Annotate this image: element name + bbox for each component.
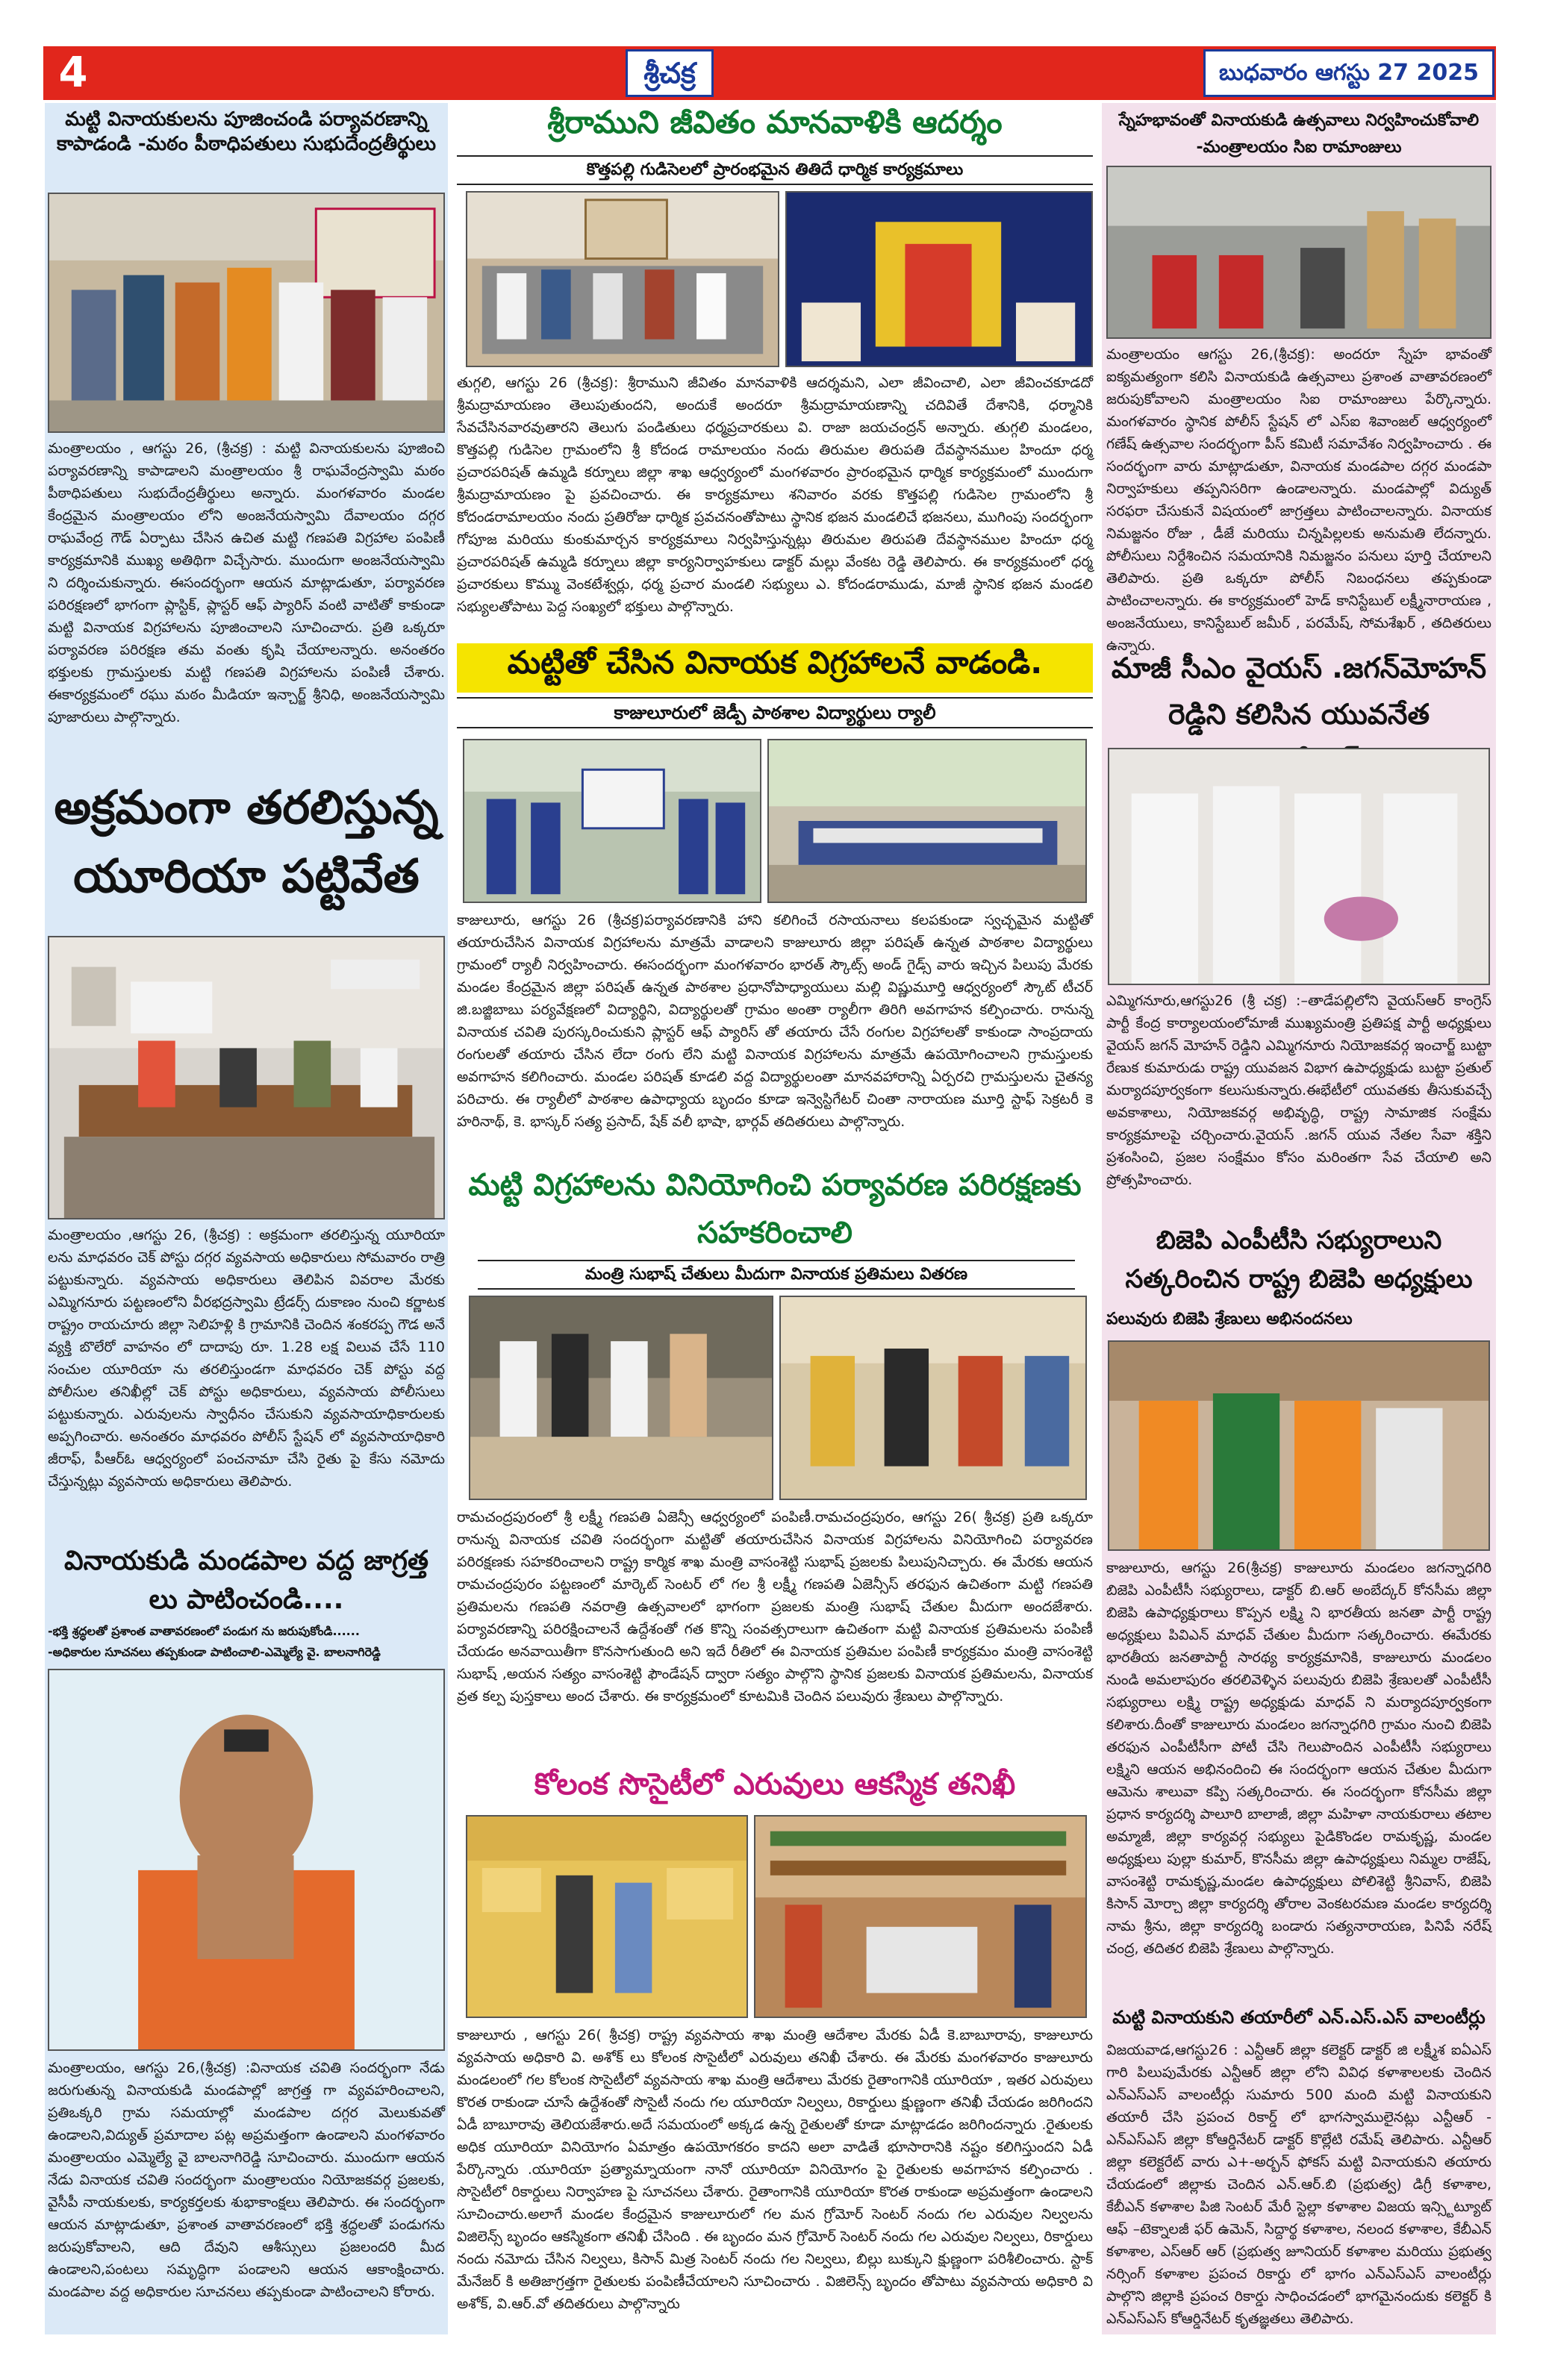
issue-date: బుధవారం ఆగస్టు 27 2025 [1203,49,1494,97]
center-story4-body: కాజులూరు , ఆగస్టు 26( శ్రీచక్ర) రాష్ట్ర వ్యవసాయ శాఖ మంత్రి ఆదేశాల మేరకు ఏడీ కె.బాబూరావు, కాజులూరు వ్యవసాయ అధికారి వి. అశోక్ లు కోలంక సొసైటీలో ఎరువులు తనిఖీ చేశారు. ఈ మేరకు మంగళవారం కాజులూరు మండలంలో గల కోలంక సొసైటీలో వ్యవసాయ శాఖ మంత్రి ఆదేశాలు మేరకు రైతాంగానికి యూరియా , ఇతర ఎరువులు కొరత రాకుండా చూసే ఉద్దేశంతో సొసైటీ నందు గల యూరియా నిల్వలు, రికార్డులు క్షుణ్ణంగా తనిఖీ చేయడం జరిగిందని ఏడీ బాబూరావు తెలియజేశారు.అదే సమయంలో అక్కడ ఉన్న రైతులతో కూడా మాట్లాడడం జరిగిందన్నారు .రైతులకు అధిక యూరియా వినియోగం ఏమాత్రం ఉపయోగకరం కాదని అలా వాడితే భూసారానికి నష్టం కలిగిస్తుందని ఏడీ పేర్కొన్నారు .యూరియా ప్రత్యామ్నాయంగా నానో యూరియా వినియోగం పై రైతులకు అవగాహన కల్పించారు . సొసైటీలో రికార్డులు నిర్వాహణ పై సూచనలు చేశారు. రైతాంగానికి యూరియా కొరత రాకుండా అప్రమత్తంగా ఉండాలని సూచించారు.అలాగే మండల కేంద్రమైన కాజులూరులో గల మన గ్రోమోర్ సెంటర్ నందు గల ఎరువుల నిల్వలను విజిలెన్స్ బృందం ఆకస్మికంగా తనిఖీ చేసింది . ఈ బృందం మన గ్రోమోర్ సెంటర్ నందు గల ఎరువుల నిల్వలు, రికార్డులు నందు నమోదు చేసిన నిల్వలు, కిసాన్ మిత్ర సెంటర్ నందు గల నిల్వలు, బిల్లు బుక్కుని క్షుణ్ణంగా పరిశీలించారు. స్టాక్ మేనేజర్ కి అతిజాగ్రత్తగా రైతులకు పంపిణీచేయాలని సూచించారు . విజిలెన్స్ బృందం తోపాటు వ్యవసాయ అధికారి వి అశోక్, వి.ఆర్.వో తదితరులు పాల్గొన్నారు [457,2027,1093,2312]
right-story2-photo [1108,748,1490,985]
left-story3-portrait [48,1669,445,2051]
left-story2-headline: అక్రమంగా తరలిస్తున్న యూరియా పట్టివేత [54,780,439,903]
right-story3-subhead: పలువురు బిజెపి శ్రేణులు అభినందనలు [1106,1310,1353,1328]
center-story1-body: తుగ్గలి, ఆగస్టు 26 (శ్రీచక్ర): శ్రీరాముని జీవితం మానవాళికి ఆదర్శమని, ఎలా జీవించాలి, ఎలా జీవించకూడదో శ్రీమద్రామాయణం తెలుపుతుందని, అందుకే అందరూ శ్రీమద్రామాయణాన్ని చదివితే దేశానికి, ధర్మానికి సేవచేసినవారవుతారని తెలుగు పండితులు ధర్మప్రచారకులు వి. రాజా జయచంద్రన్ అన్నారు. తుగ్గలి మండలం, కొత్తపల్లి గుడిసెల గ్రామంలోని శ్రీ కోదండ రామాలయం నందు తిరుమల తిరుపతి దేవస్థానముల హిందూ ధర్మ ప్రచారపరిషత్ ఉమ్మడి కర్నూలు జిల్లా శాఖ ఆధ్వర్యంలో మంగళవారం ప్రారంభమైన ధార్మిక కార్యక్రమంలో ముందుగా శ్రీమద్రామాయణం పై ప్రవచించారు. ఈ కార్యక్రమాలు శనివారం వరకు కొత్తపల్లి గుడిసెల గ్రామంలోని శ్రీ కోదండరామాలయం నందు ప్రతిరోజు ధార్మిక ప్రవచనంతోపాటు స్థానిక భజన మండలిచే భజనలు, ముగింపు సందర్భంగా గోపూజ మరియు కుంకుమార్చన కార్యక్రమాలు నిర్వహిస్తున్నట్లు తిరుమల తిరుపతి దేవస్థానముల హిందూ ధర్మ ప్రచారపరిషత్ ఉమ్మడి కర్నూలు జిల్లా కార్యనిర్వాహకులు డాక్టర్ మల్లు వేంకట రెడ్డి తెలిపారు. ఈ కార్యక్రమంలో ధర్మ ప్రచారకులు కొమ్ము వెంకటేశ్వర్లు, ధర్మ ప్రచార మండలి సభ్యులు ఎ. కోదండరాముడు, మాజీ స్థానిక భజన మండలి సభ్యులతోపాటు పెద్ద సంఖ్యలో భక్తులు పాల్గొన్నారు. [457,375,1093,615]
center-story3-photo-1 [469,1296,773,1500]
right-story2-body: ఎమ్మిగనూరు,ఆగస్టు26 (శ్రీ చక్ర) :–తాడేపల్లిలోని వైయస్ఆర్ కాంగ్రెస్ పార్టీ కేంద్ర కార్యాలయంలోమాజీ ముఖ్యమంత్రి ప్రతిపక్ష పార్టీ అధ్యక్షులు వైయస్ జగన్ మోహన్ రెడ్డిని ఎమ్మిగనూరు నియోజకవర్గ ఇంచార్జ్ బుట్టా రేణుక కుమారుడు రాష్ట్ర యువజన విభాగ ఉపాధ్యక్షుడు బుట్టా ప్రతుల్ మర్యాదపూర్వకంగా కలుసుకున్నారు.ఈభేటీలో యువతకు తీసుకువచ్చే అవకాశాలు, నియోజకవర్గ అభివృద్ధి, రాష్ట్ర సామాజిక సంక్షేమ కార్యక్రమాలపై చర్చించారు.వైయస్ .జగన్ యువ నేతల సేవా శక్తిని ప్రశంసించి, ప్రజల సంక్షేమం కోసం మరింతగా సేవ చేయాలి అని ప్రోత్సహించారు. [1106,993,1491,1188]
newspaper-logo: శ్రీచక్ర [626,49,714,97]
right-story3-body: కాజులూరు, ఆగస్టు 26(శ్రీచక్ర) కాజులూరు మండలం జగన్నాధగిరి బిజెపి ఎంపీటీసీ సభ్యురాలు, డాక్టర్ బి.ఆర్ అంబేద్కర్ కోనసీమ జిల్లా బిజెపి ఉపాధ్యక్షురాలు కొప్పన లక్ష్మి ని భారతీయ జనతా పార్టీ రాష్ట్ర అధ్యక్షులు పివిఎన్ మాధవ్ చేతుల మీదుగా సత్కరించారు. ఈమేరకు భారతీయ జనతాపార్టీ సారథ్య కార్యక్రమానికి, కాజులూరు మండలం నుండి అమలాపురం తరలివెళ్ళిన పలువురు బిజెపి శ్రేణులతో ఎంపీటీసీ సభ్యురాలు లక్ష్మి రాష్ట్ర అధ్యక్షుడు మాధవ్ ని మర్యాదపూర్వకంగా కలిశారు.దీంతో కాజులూరు మండలం జగన్నాధగిరి గ్రామం నుంచి బిజెపి తరఫున ఎంపీటీసీగా పోటీ చేసి గెలుపొందిన ఎంపీటీసీ సభ్యురాలు లక్ష్మిని ఆయన అభినందించి ఈ సందర్భంగా ఆయన చేతుల మీదుగా ఆమెను శాలువా కప్పి సత్కరించారు. ఈ సందర్భంగా కోనసీమ జిల్లా ప్రధాన కార్యదర్శి పాలూరి బాలాజీ, జిల్లా మహిళా నాయకురాలు తటాల అమ్మాజీ, జిల్లా కార్యవర్గ సభ్యులు పైడికొండల రామకృష్ణ, మండల అధ్యక్షులు పుల్లా కుమార్, కొనసీమ జిల్లా ఉపాధ్యక్షులు నిమ్మల రాజేష్, వాసంశెట్టి రామకృష్ణ,మండల ఉపాధ్యక్షులు పోలిశెట్టి శ్రీనివాస్, బిజెపి కిసాన్ మోర్చా జిల్లా కార్యదర్శి తోరాల వెంకటరమణ మండల కార్యదర్శి నామ శ్రీను, జిల్లా కార్యదర్శి బండారు సత్యనారాయణ, పినిపే నరేష్ చంద్ర, తదితర బిజెపి శ్రేణులు పాల్గొన్నారు. [1106,1560,1491,1957]
right-story1-photo [1106,166,1491,339]
right-story1-body: మంత్రాలయం ఆగస్టు 26,(శ్రీచక్ర): అందరూ స్నేహ భావంతో ఐక్యమత్యంగా కలిసి వినాయకుడి ఉత్సవాలు ప్రశాంత వాతావరణంలో జరుపుకోవాలని మంత్రాలయం సిఐ రామాంజులు పేర్కొన్నారు. మంగళవారం స్థానిక పోలీస్ స్టేషన్ లో ఎస్ఐ శివాంజల్ ఆధ్వర్యంలో గణేష్ ఉత్సవాల సందర్భంగా పీస్ కమిటీ సమావేశం నిర్వహించారు . ఈ సందర్భంగా వారు మాట్లాడుతూ, వినాయక మండపాల దగ్గర మండపా నిర్వాహకులు తప్పనిసరిగా ఉండాలన్నారు. మండపాల్లో విద్యుత్ సరఫరా చేసుకునే విషయంలో జాగ్రత్తలు పాటించాలన్నారు. వినాయక నిమజ్జనం రోజు , డీజే మరియు చిన్నపిల్లలకు అనుమతి లేదన్నారు. పోలీసులు నిర్దేశించిన సమయానికి నిమజ్జనం పనులు పూర్తి చేయాలని తెలిపారు. ప్రతి ఒక్కరూ పోలీస్ నిబంధనలు తప్పకుండా పాటించాలన్నారు. ఈ కార్యక్రమంలో హెడ్ కానిస్టేబుల్ లక్ష్మీనారాయణ , అంజనేయులు, కానిస్టేబుల్ జమీర్ , పరమేష్, సోమశేఖర్ , తదితరులు ఉన్నారు. [1106,346,1491,654]
center-story2-headline: మట్టితో చేసిన వినాయక విగ్రహాలనే వాడండి. [457,643,1093,693]
right-story4-headline: మట్టి వినాయకుని తయారీలో ఎన్.ఎస్.ఎస్ వాలంటీర్లు [1112,2007,1486,2028]
left-story1-headline: మట్టి వినాయకులను పూజించండి పర్యావరణాన్ని కాపాడండి -మఠం పీఠాధిపతులు సుభుదేంద్రతీర్థులు [56,108,437,155]
center-story2-subhead: కాజులూరులో జెడ్పీ పాఠశాల విద్యార్థులు ర్యాలీ [457,697,1093,728]
right-story3-photo [1108,1340,1490,1551]
left-story3-body: మంత్రాలయం, ఆగస్టు 26,(శ్రీచక్ర) :వినాయక చవితి సందర్భంగా నేడు జరుగుతున్న వినాయకుడి మండపాల్లో జాగ్రత్త గా వ్యవహరించాలని, ప్రతిఒక్కరి గ్రామ సమయాల్లో మండపాల దగ్గర మెలుకువతో ఉండాలని,విద్యుత్ ప్రమాదాల పట్ల అప్రమత్తంగా ఉండాలని మంగళవారం మంత్రాలయం ఎమ్మెల్యే వై బాలనాగిరెడ్డి సూచించారు. ముందుగా ఆయన నేడు వినాయక చవితి సందర్భంగా మంత్రాలయం నియోజకవర్గ ప్రజలకు, వైసీపీ నాయకులకు, కార్యకర్తలకు శుభాకాంక్షలు తెలిపారు. ఈ సందర్భంగా ఆయన మాట్లాడుతూ, ప్రశాంత వాతావరణంలో భక్తి శ్రద్ధలతో పండుగను జరుపుకోవాలని, ఆది దేవుని ఆశీస్సులు ప్రజలందరి మీద ఉండాలని,పంటలు సమృద్ధిగా పండాలని ఆయన ఆకాంక్షించారు. మండపాల వద్ద అధికారుల సూచనలు తప్పకుండా పాటించాలని కోరారు. [48,2060,445,2300]
right-story3-headline: బిజెపి ఎంపీటీసి సభ్యురాలుని సత్కరించిన రాష్ట్ర బిజెపి అధ్యక్షులు [1125,1225,1473,1294]
left-story3-subline-1: -భక్తి శ్రద్ధలతో ప్రశాంత వాతావరణంలో పండుగ ను జరుపుకోండి...... [48,1624,360,1638]
left-story2-photo [48,936,445,1219]
right-story4-body: విజయవాడ,ఆగస్టు26 : ఎన్టీఆర్ జిల్లా కలెక్టర్ డాక్టర్ జి లక్ష్మీశ ఐఏఎస్ గారి పిలుపుమేరకు ఎన్టీఆర్ జిల్లా లోని వివిధ కళాశాలలకు చెందిన ఎన్ఎస్ఎస్ వాలంటీర్లు సుమారు 500 మంది మట్టి వినాయకుని తయారీ చేసి ప్రపంచ రికార్డ్ లో భాగస్వాములైనట్లు ఎన్టీఆర్ - ఎన్ఎస్ఎస్ జిల్లా కోఆర్డినేటర్ డాక్టర్ కొల్లేటి రమేష్ తెలిపారు. ఎన్టీఆర్ జిల్లా కలెక్టరేట్ వారు ఎ+-అర్బన్ ఫోకస్ మట్టి వినాయకుని తయారు చేయడంలో జిల్లాకు చెందిన ఎన్.ఆర్.బి (ప్రభుత్వ) డిగ్రీ కళాశాల, కేబీఎన్ కళాశాల పిజి సెంటర్ మేరీ స్టెల్లా కళాశాల విజయ ఇన్స్టిట్యూట్ ఆఫ్ –టెక్నాలజీ ఫర్ ఉమెన్, సిద్దార్థ కళాశాల, నలంద కళాశాల, కేబీఎన్ కళాశాల, ఎస్ఆర్ ఆర్ (ప్రభుత్వ జూనియర్ కళాశాల మరియు ప్రభుత్వ నర్సింగ్ కళాశాల ప్రపంచ రికార్డు లో భాగం ఎన్ఎస్ఎస్ వాలంటీర్లు పాల్గొని జిల్లాకి ప్రపంచ రికార్డు సాధించడంలో భాగమైనందుకు కలెక్టర్ కి ఎన్ఎస్ఎస్ కోఆర్డినేటర్ కృతజ్ఞతలు తెలిపారు. [1106,2042,1491,2327]
center-story2-photo-2 [767,739,1087,903]
left-story3-subline-2: -అధికారుల సూచనలు తప్పకుండా పాటించాలి-ఎమ్మెల్యే వై. బాలనాగిరెడ్డి [48,1645,381,1659]
left-story1-body: మంత్రాలయం , ఆగస్టు 26, (శ్రీచక్ర) : మట్టి వినాయకులను పూజించి పర్యావరణాన్ని కాపాడాలని మంత్రాలయం శ్రీ రాఘవేంద్రస్వామి మఠం పీఠాధిపతులు సుభుదేంద్రతీర్థులు అన్నారు. మంగళవారం మండల కేంద్రమైన మంత్రాలయం లోని అంజనేయస్వామి దేవాలయం దగ్గర రాఘవేంద్ర గౌడ్ ఏర్పాటు చేసిన ఉచిత మట్టి గణపతి విగ్రహాల పంపిణీ కార్యక్రమానికి ముఖ్య అతిథిగా విచ్చేసారు. ముందుగా అంజనేయస్వామి ని దర్శించుకున్నారు. ఈసందర్భంగా ఆయన మాట్లాడుతూ, పర్యావరణ పరిరక్షణలో భాగంగా ప్లాస్టిక్, ప్లాస్టర్ ఆఫ్ ప్యారిస్ వంటి వాటితో కాకుండా మట్టి వినాయక విగ్రహాలను పూజించాలని సూచించారు. ప్రతి ఒక్కరూ పర్యావరణ పరిరక్షణ తమ వంతు కృషి చేయాలన్నారు. అనంతరం భక్తులకు గ్రామస్తులకు మట్టి గణపతి విగ్రహాలను పంపిణీ చేశారు. ఈకార్యక్రమంలో రఘు మఠం మీడియా ఇన్చార్జ్ శ్రీనిధి, అంజనేయస్వామి పూజారులు పాల్గొన్నారు. [48,440,445,725]
center-story2-body: కాజులూరు, ఆగస్టు 26 (శ్రీచక్ర)పర్యావరణానికి హాని కలిగించే రసాయనాలు కలపకుండా స్వచ్ఛమైన మట్టితో తయారుచేసిన వినాయక విగ్రహాలను మాత్రమే వాడాలని కాజులూరు జిల్లా పరిషత్ ఉన్నత పాఠశాల విద్యార్థులు గ్రామంలో ర్యాలీ నిర్వహించారు. ఈసందర్భంగా మంగళవారం భారత్ స్కౌట్స్ అండ్ గైడ్స్ వారు ఇచ్చిన పిలుపు మేరకు మండల కేంద్రమైన జిల్లా పరిషత్ ఉన్నత పాఠశాల ప్రధానోపాధ్యాయులు మల్లి విష్ణుమూర్తి ఆధ్వర్యంలో స్కౌట్ టీచర్ జి.బజ్జిబాబు పర్యవేక్షణలో విద్యార్థిని, విద్యార్థులతో గ్రామం అంతా ర్యాలీగా తిరిగి అవగాహన కల్పించారు. రానున్న వినాయక చవితి పురస్కరించుకుని ప్లాస్టర్ ఆఫ్ ప్యారిస్ తో తయారు చేసే రంగుల విగ్రహాలతో కాకుండా సాంప్రదాయ రంగులతో తయారు చేసిన లేదా రంగు లేని మట్టి వినాయక విగ్రహాలను మాత్రమే ఉపయోగించాలని గ్రామస్తులకు అవగాహన కలిగించారు. మండల పరిషత్ కూడలి వద్ద విద్యార్థులంతా మానవహారాన్ని ఏర్పరచి గ్రామస్తులను చైతన్య పరిచారు. ఈ ర్యాలీలో పాఠశాల ఉపాధ్యాయ బృందం కూడా ఇన్వెస్టిగేటర్ చింతా నారాయణ మూర్తి స్టాఫ్ సెక్రటరీ కె హరినాథ్, కె. భాస్కర్ సత్య ప్రసాద్, షేక్ వలీ భాషా, భార్గవ్ తదితరులు పాల్గొన్నారు. [457,912,1093,1130]
center-story3-headline: మట్టి విగ్రహాలను వినియోగించి పర్యావరణ పరిరక్షణకు సహకరించాలి [468,1168,1082,1250]
left-story1-photo [48,193,445,433]
center-story3-subhead: మంత్రి సుభాష్ చేతులు మీదుగా వినాయక ప్రతిమలు వితరణ [478,1260,1075,1290]
center-story2-photo-1 [463,739,761,903]
center-story3-body: రామచంద్రపురంలో శ్రీ లక్ష్మీ గణపతి ఏజెన్సీ ఆధ్వర్యంలో పంపిణీ.రామచంద్రపురం, ఆగస్టు 26( శ్రీచక్ర) ప్రతి ఒక్కరూ రానున్న వినాయక చవితి సందర్భంగా మట్టితో తయారుచేసిన వినాయక విగ్రహాలను వినియోగించి పర్యావరణ పరిరక్షణకు సహకరించాలని రాష్ట్ర కార్మిక శాఖ మంత్రి వాసంశెట్టి సుభాష్ ప్రజలకు పిలుపునిచ్చారు. ఈ మేరకు ఆయన రామచంద్రపురం పట్టణంలో మార్కెట్ సెంటర్ లో గల శ్రీ లక్ష్మీ గణపతి ఏజెన్సీస్ తరఫున ఉచితంగా మట్టి గణపతి ప్రతిమలను గణపతి నవరాత్రి ఉత్సవాలలో భాగంగా ప్రజలకు మంత్రి సుభాష్ చేతుల మీదుగా అందజేశారు. పర్యావరణాన్ని పరిరక్షించాలనే ఉద్దేశంతో గత కొన్ని సంవత్సరాలుగా ఉచితంగా మట్టి వినాయక ప్రతిమలను పంపిణీ చేయడం అనవాయితీగా కొనసాగుతుంది అని ఇదే రీతిలో ఈ వినాయక ప్రతిమల పంపిణీ కార్యక్రమం మంత్రి వాసంశెట్టి సుభాష్ ,అయన సత్యం వాసంశెట్టి ఫౌండేషన్ ద్వారా సత్యం పాల్గొని స్థానిక ప్రజలకు వినాయక ప్రతిమలను, వినాయక వ్రత కల్ప పుస్తకాలు అంద చేశారు. ఈ కార్యక్రమంలో కూటమికి చెందిన పలువురు శ్రేణులు పాల్గొన్నారు. [457,1509,1093,1705]
center-story1-photo-1 [466,191,779,367]
center-story4-photo-1 [466,1815,748,2018]
center-story4-headline: కోలంక సొసైటీలో ఎరువులు ఆకస్మిక తనిఖీ [534,1767,1016,1802]
right-story1-headline: స్నేహభావంతో వినాయకుడి ఉత్సవాలు నిర్వహించుకోవాలి -మంత్రాలయం సిఐ రామాంజులు [1118,111,1480,157]
left-story3-headline: వినాయకుడి మండపాల వద్ద జాగ్రత్త లు పాటించండి.... [63,1546,429,1615]
center-story1-photo-2 [785,191,1093,367]
right-story2-headline: మాజీ సీఎం వైయస్ .జగన్‌మోహన్ రెడ్డిని కలిసిన యువనేత [1111,652,1487,731]
page-number: 4 [46,46,100,100]
center-story4-photo-2 [754,1815,1087,2018]
center-story1-headline: శ్రీరాముని జీవితం మానవాళికి ఆదర్శం [547,104,1003,140]
center-story3-photo-2 [779,1296,1087,1500]
left-story2-body: మంత్రాలయం ,ఆగస్టు 26, (శ్రీచక్ర) : అక్రమంగా తరలిస్తున్న యూరియా లను మాధవరం చెక్ పోస్టు దగ్గర వ్యవసాయ అధికారులు సోమవారం రాత్రి పట్టుకున్నారు. వ్యవసాయ అధికారులు తెలిపిన వివరాల మేరకు ఎమ్మిగనూరు పట్టణంలోని వీరభద్రస్వామి ట్రేడర్స్ దుకాణం నుంచి కర్ణాటక రాష్ట్రం రాయచూరు జిల్లా సెలిహళ్లి కి గ్రామానికి చెందిన శంకరప్ప గౌడ అనే వ్యక్తి బొలేరో వాహనం లో దాదాపు రూ. 1.28 లక్ష విలువ చేసే 110 సంచుల యూరియా ను తరలిస్తుండగా మాధవరం చెక్ పోస్టు వద్ద పోలీసుల తనిఖీల్లో చెక్ పోస్టు అధికారులు, వ్యవసాయ పోలీసులు పట్టుకున్నారు. ఎరువులను స్వాధీనం చేసుకుని వ్యవసాయాధికారులకు అప్పగించారు. అనంతరం మాధవరం పోలీస్ స్టేషన్ లో వ్యవసాయాధికారి జీరాఫ్, పీఆర్ఓ ఆధ్వర్యంలో పంచనామా చేసి రైతు పై కేసు నమోదు చేస్తున్నట్లు వ్యవసాయ అధికారులు తెలిపారు. [48,1227,445,1490]
center-story1-subhead: కొత్తపల్లి గుడిసెలలో ప్రారంభమైన తితిదే ధార్మిక కార్యక్రమాలు [457,155,1093,185]
